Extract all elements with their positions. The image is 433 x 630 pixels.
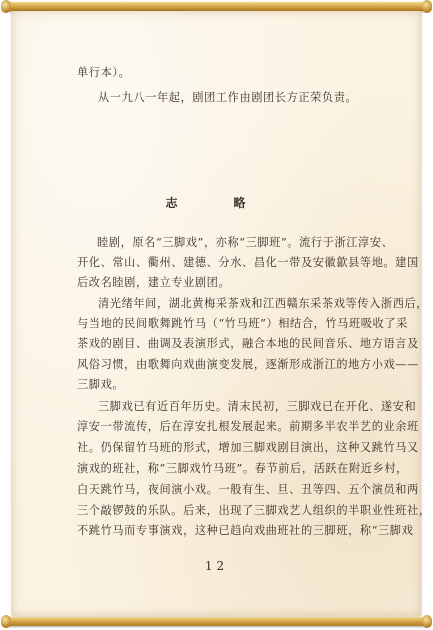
scroll-top-right-knob: [422, 0, 432, 13]
section-heading: 志 略: [165, 196, 268, 210]
scroll-top-left-knob: [1, 0, 11, 13]
text-line: 淳安一带流传，后在淳安扎根发展起来。前期多半农半艺的业余班: [77, 420, 419, 433]
text-line: 三脚戏。: [77, 378, 125, 391]
scroll-top-rod: [6, 2, 427, 11]
text-line: 从一九八一年起，剧团工作由剧团长方正荣负责。: [98, 91, 358, 104]
text-line: 与当地的民间歌舞跳竹马（“竹马班”）相结合，竹马班吸收了采: [77, 317, 408, 330]
text-line: 演戏的班社，称“三脚戏竹马班”。春节前后，活跃在附近乡村，: [77, 462, 408, 475]
text-line: 后改名睦剧，建立专业剧团。: [77, 276, 231, 289]
scroll-bottom-left-knob: [1, 615, 11, 628]
scroll-bottom-right-knob: [422, 615, 432, 628]
text-line: 茶戏的剧目、曲调及表演形式，融合本地的民间音乐、地方语言及: [77, 337, 419, 350]
document-page: [12, 11, 431, 616]
text-line: 社。仍保留竹马班的形式，增加三脚戏剧目演出，这种又跳竹马又: [77, 441, 419, 454]
text-line: 白天跳竹马，夜间演小戏。一般有生、旦、丑等四、五个演员和两: [77, 483, 419, 496]
scroll-bottom-rod: [6, 617, 427, 626]
text-line: 不跳竹马而专事演戏，这种已趋向戏曲班社的三脚班，称“三脚戏: [77, 524, 414, 537]
page-number: 12: [204, 559, 229, 573]
text-line: 三个敲锣鼓的乐队。后来，出现了三脚戏艺人组织的半职业性班社，: [77, 504, 431, 517]
text-line: 清光绪年间，湖北黄梅采茶戏和江西赣东采茶戏等传入浙西后，: [98, 297, 429, 310]
text-line: 风俗习惯，由歌舞向戏曲演变发展，逐渐形成浙江的地方小戏——: [77, 358, 419, 371]
text-line: 开化、常山、衢州、建德、分水、昌化一带及安徽歙县等地。建国: [77, 256, 419, 269]
text-line: 睦剧，原名“三脚戏”，亦称“三脚班”。流行于浙江淳安、: [97, 236, 394, 249]
text-line: 三脚戏已有近百年历史。清末民初，三脚戏已在开化、遂安和: [98, 400, 417, 413]
text-line: 单行本）。: [77, 66, 131, 79]
